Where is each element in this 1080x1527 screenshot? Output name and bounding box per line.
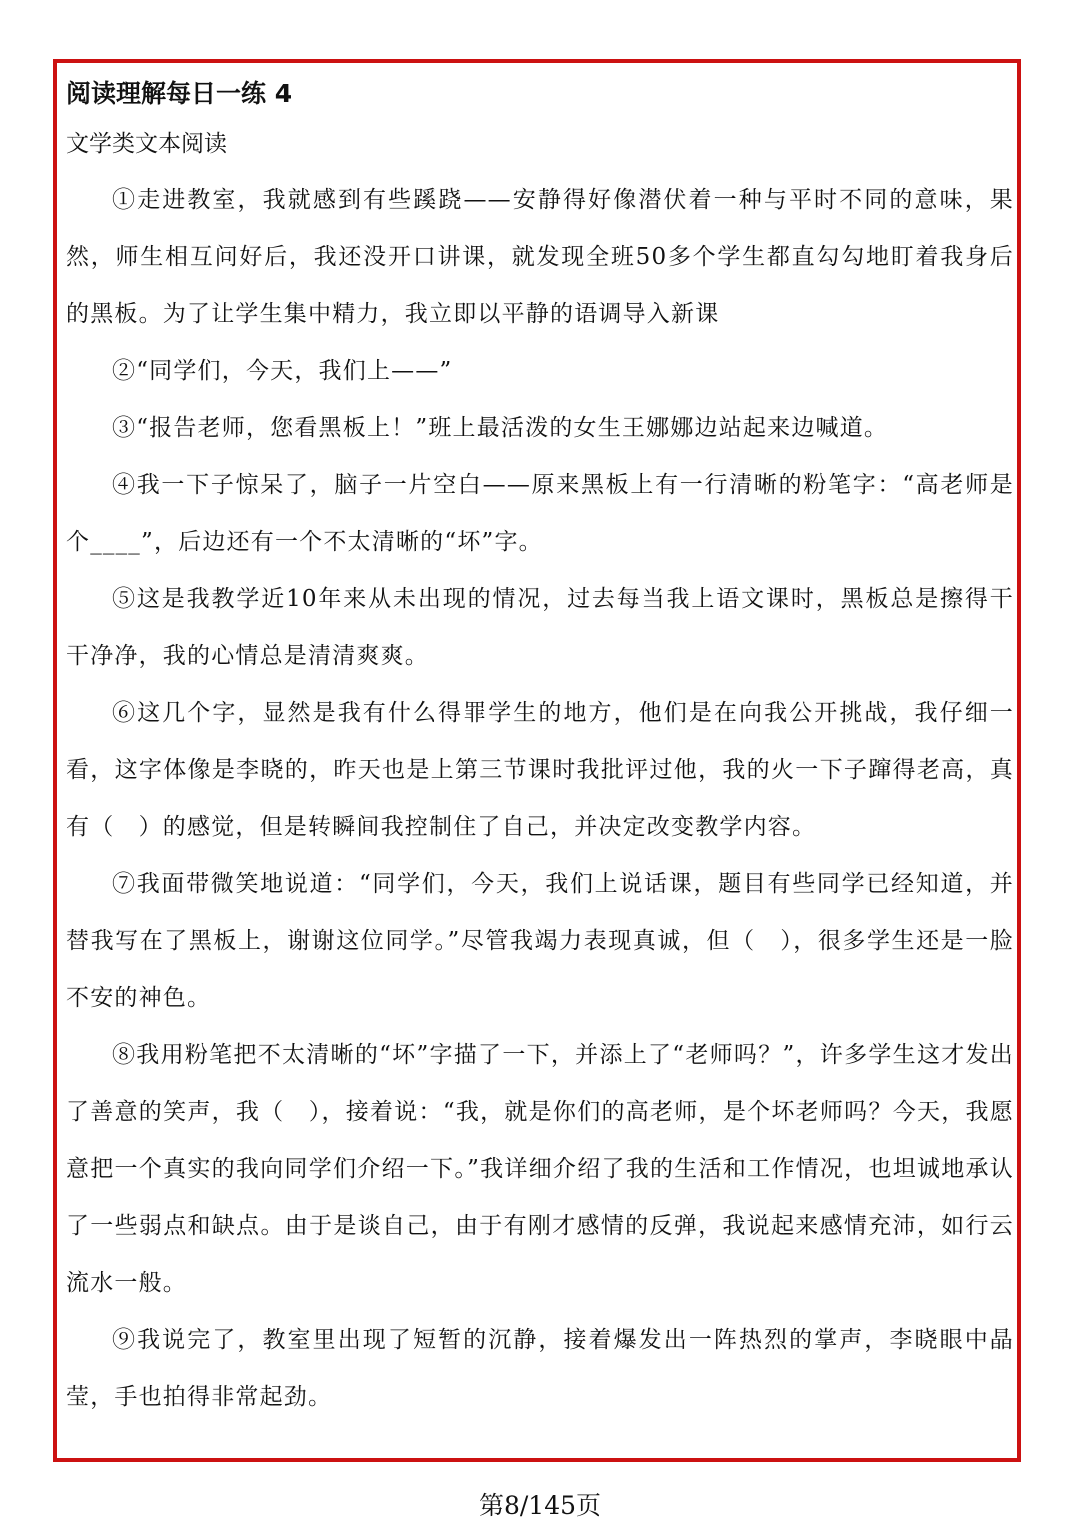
paragraph-4: ④我一下子惊呆了，脑子一片空白——原来黑板上有一行清晰的粉笔字：“高老师是个____”，后边还有一个不太清晰的“坏”字。	[66, 472, 1014, 555]
paragraph-2: ②“同学们，今天，我们上——”	[112, 358, 453, 384]
paragraph-8: ⑧我用粉笔把不太清晰的“坏”字描了一下，并添上了“老师吗？”，许多学生这才发出了善意的笑声，我（ ），接着说：“我，就是你们的高老师，是个坏老师吗？今天，我愿意把一个真实的我向同学们介绍一下。”我详细介绍了我的生活和工作情况，也坦诚地承认了一些弱点和缺点。由于是谈自己，由于有刚才感情的反弹，我说起来感情充沛，如行云流水一般。	[66, 1042, 1014, 1296]
page-number: 第8/145页	[478, 1491, 602, 1520]
paragraph-6: ⑥这几个字，显然是我有什么得罪学生的地方，他们是在向我公开挑战，我仔细一看，这字体像是李晓的，昨天也是上第三节课时我批评过他，我的火一下子蹿得老高，真有（ ）的感觉，但是转瞬间我控制住了自己，并决定改变教学内容。	[66, 700, 1014, 840]
section-title: 文学类文本阅读	[66, 131, 227, 157]
paragraph-7: ⑦我面带微笑地说道：“同学们，今天，我们上说话课，题目有些同学已经知道，并替我写在了黑板上，谢谢这位同学。”尽管我竭力表现真诚，但（ ），很多学生还是一脸不安的神色。	[66, 871, 1014, 1011]
paragraph-9: ⑨我说完了，教室里出现了短暂的沉静，接着爆发出一阵热烈的掌声，李晓眼中晶莹，手也拍得非常起劲。	[66, 1327, 1014, 1410]
document-title: 阅读理解每日一练 4	[66, 79, 293, 108]
paragraph-5: ⑤这是我教学近10年来从未出现的情况，过去每当我上语文课时，黑板总是擦得干干净净，我的心情总是清清爽爽。	[66, 586, 1014, 669]
paragraph-3: ③“报告老师，您看黑板上！”班上最活泼的女生王娜娜边站起来边喊道。	[112, 415, 889, 441]
paragraph-1: ①走进教室，我就感到有些蹊跷——安静得好像潜伏着一种与平时不同的意味，果然，师生相互问好后，我还没开口讲课，就发现全班50多个学生都直勾勾地盯着我身后的黑板。为了让学生集中精力，我立即以平静的语调导入新课	[66, 187, 1014, 327]
document-content	[66, 72, 1014, 1426]
